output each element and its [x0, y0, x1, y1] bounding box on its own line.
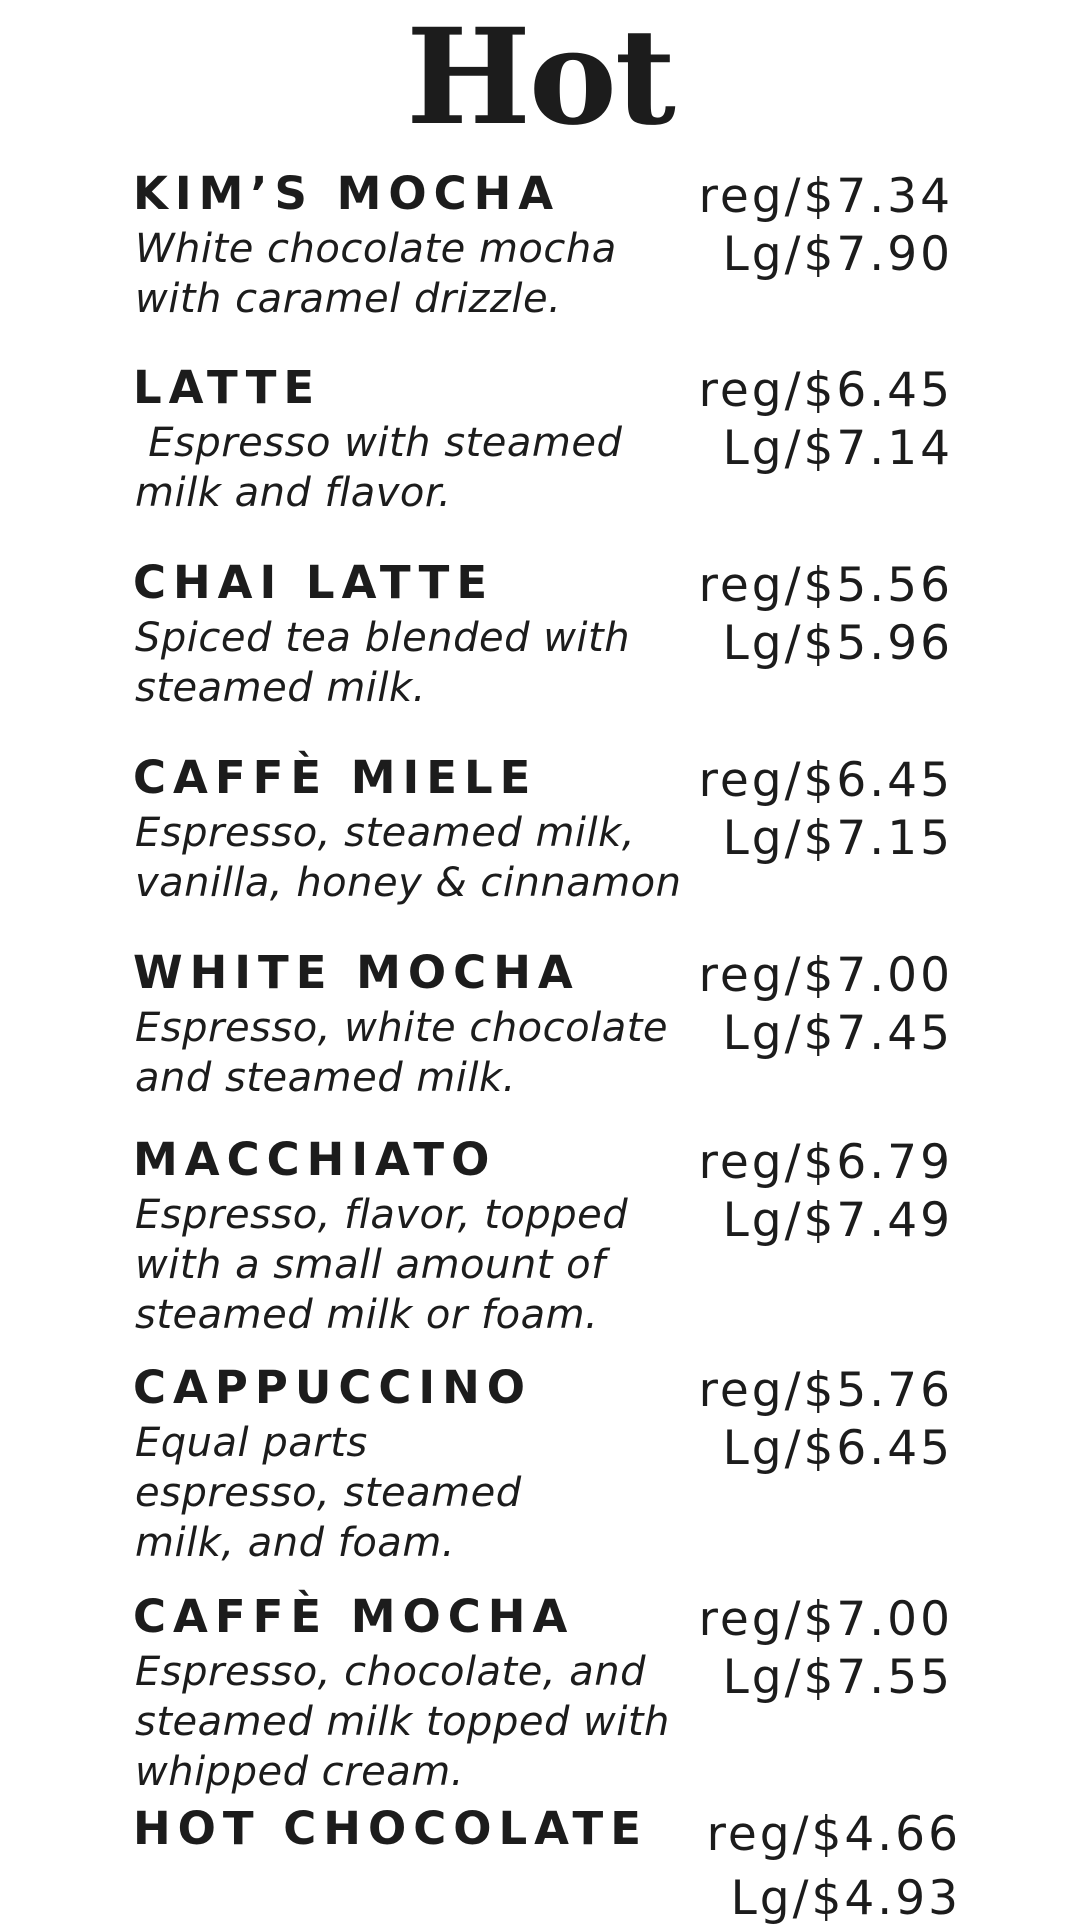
price-regular: reg/$7.34	[698, 169, 953, 224]
item-name: CAFFÈ MIELE	[133, 751, 538, 804]
price-large: Lg/$7.49	[722, 1193, 953, 1248]
item-prices	[699, 362, 953, 478]
price-large: Lg/$7.14	[722, 421, 953, 476]
item-name: KIM’S MOCHA	[133, 167, 561, 220]
item-prices	[699, 1362, 953, 1478]
price-large: Lg/$7.15	[722, 811, 953, 866]
price-regular: reg/$7.00	[698, 1592, 953, 1647]
item-description: Espresso, white chocolate and steamed milk.	[135, 1005, 669, 1101]
price-regular: reg/$7.00	[698, 948, 953, 1003]
item-name: CHAI LATTE	[133, 556, 495, 609]
price-large: Lg/$6.45	[722, 1421, 953, 1476]
item-name: CAFFÈ MOCHA	[133, 1590, 575, 1643]
item-prices	[699, 752, 953, 868]
item-description: Espresso with steamed milk and flavor.	[135, 420, 623, 516]
item-description: Espresso, steamed milk, vanilla, honey & cinnamon	[135, 810, 682, 906]
item-description: Espresso, flavor, topped with a small amount of steamed milk or foam.	[135, 1192, 629, 1338]
price-large: Lg/$7.90	[722, 227, 953, 282]
price-regular: reg/$5.76	[698, 1363, 953, 1418]
item-prices	[707, 1803, 961, 1931]
price-large: Lg/$5.96	[722, 616, 953, 671]
price-large: Lg/$4.93	[730, 1871, 961, 1926]
item-description: Espresso, chocolate, and steamed milk topped with whipped cream.	[135, 1649, 670, 1795]
price-regular: reg/$4.66	[706, 1807, 961, 1862]
price-regular: reg/$5.56	[698, 558, 953, 613]
item-description: Spiced tea blended with steamed milk.	[135, 615, 631, 711]
item-prices	[699, 557, 953, 673]
price-regular: reg/$6.45	[698, 753, 953, 808]
item-prices	[699, 1134, 953, 1250]
item-description: White chocolate mocha with caramel drizzle.	[135, 226, 617, 322]
item-name: CAPPUCCINO	[133, 1361, 533, 1414]
item-prices	[699, 1591, 953, 1707]
item-name: MACCHIATO	[133, 1133, 497, 1186]
price-large: Lg/$7.45	[722, 1006, 953, 1061]
item-name: WHITE MOCHA	[133, 946, 580, 999]
item-prices	[699, 947, 953, 1063]
item-description: Equal parts espresso, steamed milk, and foam.	[135, 1420, 522, 1566]
item-name: LATTE	[133, 361, 322, 414]
price-regular: reg/$6.45	[698, 363, 953, 418]
price-regular: reg/$6.79	[698, 1135, 953, 1190]
item-name: HOT CHOCOLATE	[133, 1802, 648, 1855]
menu-title: Hot	[406, 0, 674, 155]
price-large: Lg/$7.55	[722, 1650, 953, 1705]
item-prices	[699, 168, 953, 284]
